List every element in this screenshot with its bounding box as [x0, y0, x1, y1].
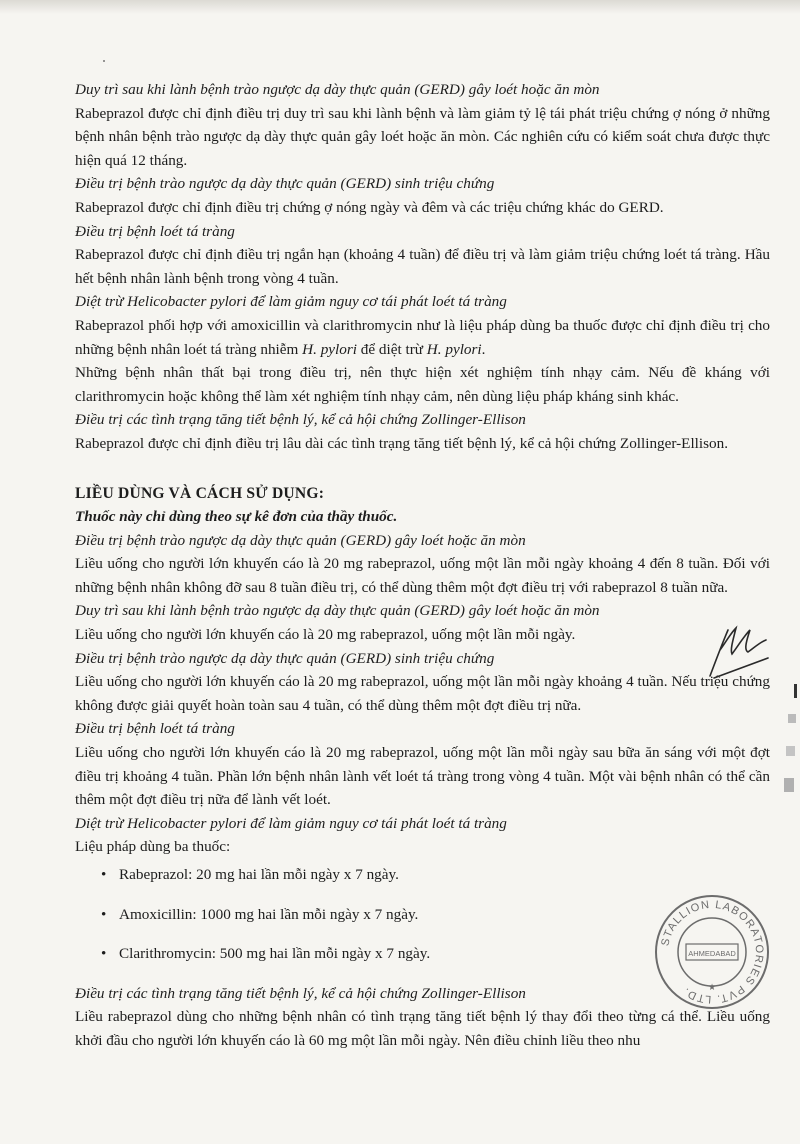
dosage-title-h-pylori: Diệt trừ Helicobacter pylori để làm giảm nguy cơ tái phát loét tá tràng: [75, 814, 507, 832]
dosage-text-triple-therapy: Liệu pháp dùng ba thuốc:: [75, 838, 231, 856]
section-text-symptomatic-gerd: Rabeprazol được chỉ định điều trị chứng ợ nóng ngày và đêm và các triệu chứng khác do GERD.: [75, 198, 664, 216]
italic-run: H. pylori: [302, 340, 357, 358]
section-title-maintenance: Duy trì sau khi lành bệnh trào ngược dạ dày thực quản (GERD) gây loét hoặc ăn mòn: [75, 81, 600, 98]
scan-speck: [103, 60, 105, 62]
list-item: • Rabeprazol: 20 mg hai lần mỗi ngày x 7 ngày.: [119, 863, 770, 887]
handwritten-signature: [706, 620, 770, 682]
dosage-title-symptomatic-gerd: Điều trị bệnh trào ngược dạ dày thực quản (GERD) sinh triệu chứng: [75, 649, 495, 667]
svg-text:★: ★: [707, 982, 717, 992]
scan-top-shadow: [0, 0, 800, 14]
text-run: để diệt trừ: [356, 340, 427, 358]
section-text-zollinger: Rabeprazol được chỉ định điều trị lâu dài các tình trạng tăng tiết bệnh lý, kể cả hội chứng Zollinger-Ellison.: [75, 434, 729, 452]
dosage-text-symptomatic-gerd: Liều uống cho người lớn khuyến cáo là 20 mg rabeprazol, uống một lần mỗi ngày khoảng 4 tuần. Nếu triệu chứng không được giải quyết hoàn toàn sau 4 tuần, có thể dùng thêm một đợt điều trị nữa.: [75, 673, 770, 714]
dosage-title-erosive-gerd: Điều trị bệnh trào ngược dạ dày thực quản (GERD) gây loét hoặc ăn mòn: [75, 531, 526, 549]
scan-edge-marks: [774, 680, 800, 810]
section-title-h-pylori: Diệt trừ Helicobacter pylori để làm giảm nguy cơ tái phát loét tá tràng: [75, 293, 507, 311]
list-item: • Amoxicillin: 1000 mg hai lần mỗi ngày x 7 ngày.: [119, 903, 770, 927]
section-text-maintenance: Rabeprazol được chỉ định điều trị duy trì sau khi lành bệnh và làm giảm tỷ lệ tái phát triệu chứng ợ nóng ở những bệnh nhân bệnh trào ngược dạ dày thực quản gây loét hoặc ăn mòn. Các nghiên cứu có kiểm soát chưa được thực hiện quá 12 tháng.: [75, 104, 770, 169]
dosage-title-zollinger: Điều trị các tình trạng tăng tiết bệnh lý, kể cả hội chứng Zollinger-Ellison: [75, 984, 526, 1002]
dosage-text-zollinger: Liều rabeprazol dùng cho những bệnh nhân có tình trạng tăng tiết bệnh lý thay đổi theo từng cá thể. Liều uống khởi đầu cho người lớn khuyến cáo là 60 mg một lần mỗi ngày. Nên điều chỉnh liều theo nhu: [75, 1008, 770, 1049]
text-run: .: [481, 340, 486, 358]
section-text-h-pylori-resistance: Những bệnh nhân thất bại trong điều trị, nên thực hiện xét nghiệm tính nhạy cảm. Nếu đề kháng với clarithromycin hoặc không thể làm xét nghiệm tính nhạy cảm, nên dùng liệu pháp kháng sinh khác.: [75, 364, 770, 405]
dosage-text-duodenal-ulcer: Liều uống cho người lớn khuyến cáo là 20 mg rabeprazol, uống một lần mỗi ngày sau bữa ăn sáng với một đợt điều trị khoảng 4 tuần. Phần lớn bệnh nhân lành vết loét tá tràng trong vòng 4 tuần. Một vài bệnh nhân có thể cần thêm một đợt điều trị nữa để lành vết loét.: [75, 744, 770, 809]
dosage-text-erosive-gerd: Liều uống cho người lớn khuyến cáo là 20 mg rabeprazol, uống một lần mỗi ngày khoảng 4 đến 8 tuần. Đối với những bệnh nhân không đỡ sau 8 tuần điều trị, có thể dùng thêm một đợt điều trị với rabeprazol 8 tuần nữa.: [75, 555, 770, 596]
section-title-zollinger: Điều trị các tình trạng tăng tiết bệnh lý, kể cả hội chứng Zollinger-Ellison: [75, 411, 526, 429]
section-title-symptomatic-gerd: Điều trị bệnh trào ngược dạ dày thực quản (GERD) sinh triệu chứng: [75, 175, 495, 193]
svg-text:STALLION LABORATORIES PVT. LTD: STALLION LABORATORIES PVT. LTD.: [659, 898, 766, 1006]
dosage-title-maintenance: Duy trì sau khi lành bệnh trào ngược dạ dày thực quản (GERD) gây loét hoặc ăn mòn: [75, 602, 600, 620]
italic-run: H. pylori: [426, 340, 482, 358]
text-run: Rabeprazol phối hợp với amoxicillin và clarithromycin như là liệu pháp dùng ba thuốc được chỉ định điều trị cho những bệnh nhân loét tá tràng nhiễm: [75, 316, 770, 358]
section-title-duodenal-ulcer: Điều trị bệnh loét tá tràng: [75, 222, 235, 240]
list-item: • Clarithromycin: 500 mg hai lần mỗi ngày x 7 ngày.: [119, 942, 770, 966]
svg-text:AHMEDABAD: AHMEDABAD: [688, 949, 736, 958]
dosage-heading: LIỀU DÙNG VÀ CÁCH SỬ DỤNG:: [75, 484, 325, 502]
section-text-duodenal-ulcer: Rabeprazol được chỉ định điều trị ngắn hạn (khoảng 4 tuần) để điều trị và làm giảm triệu chứng loét tá tràng. Hầu hết bệnh nhân lành bệnh trong vòng 4 tuần.: [75, 246, 770, 287]
company-stamp: [652, 892, 772, 1012]
prescription-note: Thuốc này chỉ dùng theo sự kê đơn của thầy thuốc.: [75, 508, 398, 526]
section-text-h-pylori: [75, 314, 770, 361]
dosage-title-duodenal-ulcer: Điều trị bệnh loét tá tràng: [75, 720, 235, 738]
dosage-text-maintenance: Liều uống cho người lớn khuyến cáo là 20 mg rabeprazol, uống một lần mỗi ngày.: [75, 626, 576, 644]
